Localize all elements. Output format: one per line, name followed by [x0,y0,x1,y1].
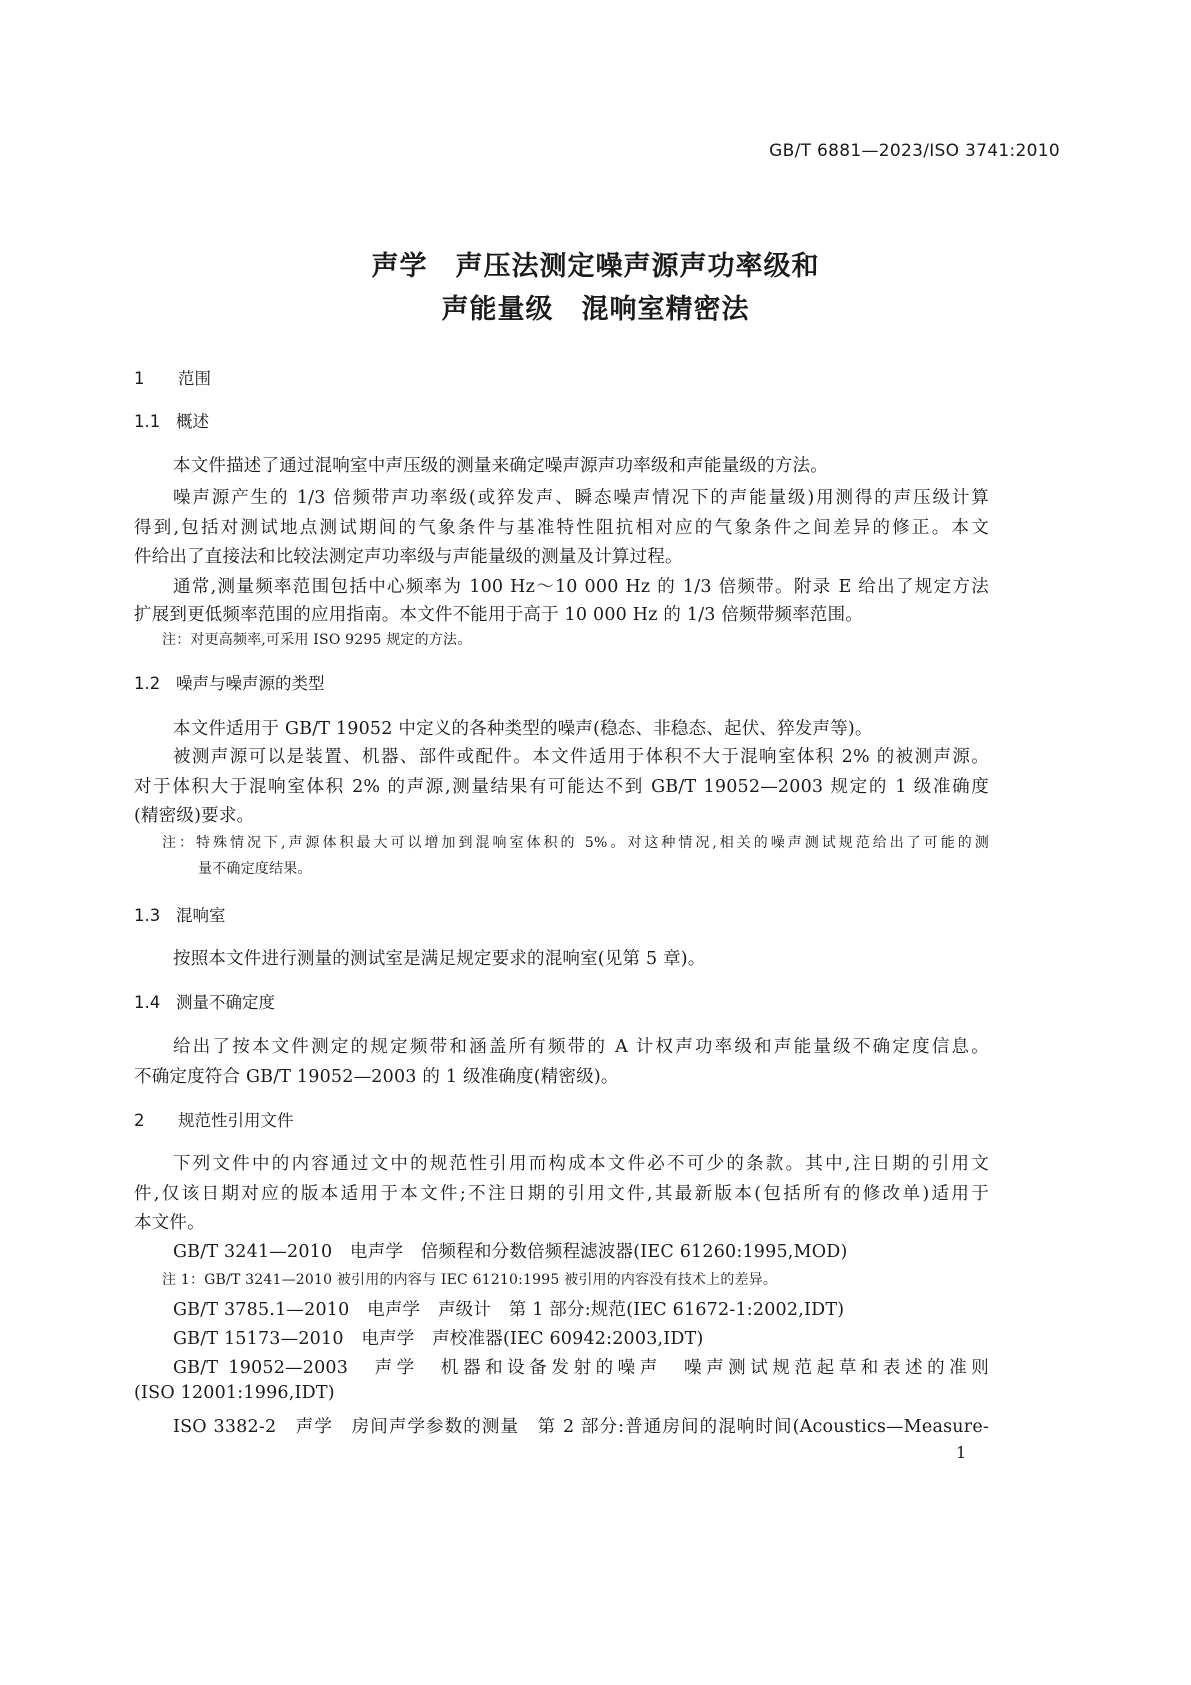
note-line: 量不确定度结果。 [198,861,312,877]
document-title-line-1: 声学 声压法测定噪声源声功率级和 [371,251,820,282]
paragraph-line: 通常,测量频率范围包括中心频率为 100 Hz～10 000 Hz 的 1/3 倍频带。附录 E 给出了规定方法 [173,577,989,597]
reference-item: ISO 3382-2 声学 房间声学参数的测量 第 2 部分:普通房间的混响时间(Acoustics—Measure- [173,1417,989,1437]
section-title: 测量不确定度 [176,993,275,1012]
section-number: 2 [134,1111,145,1130]
section-title: 范围 [178,369,211,388]
paragraph-line: 件,仅该日期对应的版本适用于本文件;不注日期的引用文件,其最新版本(包括所有的修改单)适用于 [134,1184,989,1204]
section-number: 1.4 [134,993,161,1012]
page-number: 1 [956,1443,967,1462]
paragraph-line: 给出了按本文件测定的规定频带和涵盖所有频带的 A 计权声功率级和声能量级不确定度信息。 [173,1037,989,1057]
paragraph-line: 下列文件中的内容通过文中的规范性引用而构成本文件必不可少的条款。其中,注日期的引用文 [173,1154,989,1174]
section-number: 1 [134,369,145,388]
section-1-3-heading [134,902,226,926]
section-1-2-heading [134,670,325,694]
paragraph: 本文件适用于 GB/T 19052 中定义的各种类型的噪声(稳态、非稳态、起伏、猝发声等)。 [173,719,873,739]
section-1-4-heading [134,989,275,1013]
paragraph-line: 不确定度符合 GB/T 19052—2003 的 1 级准确度(精密级)。 [134,1067,619,1087]
reference-item: GB/T 15173—2010 电声学 声校准器(IEC 60942:2003,IDT) [173,1329,704,1349]
standard-number: GB/T 6881—2023/ISO 3741:2010 [769,141,1060,161]
section-title: 规范性引用文件 [178,1111,294,1130]
reference-item: GB/T 3785.1—2010 电声学 声级计 第 1 部分:规范(IEC 61672-1:2002,IDT) [173,1300,845,1320]
section-title: 噪声与噪声源的类型 [176,674,325,693]
section-1-heading [134,365,211,389]
reference-item: GB/T 3241—2010 电声学 倍频程和分数倍频程滤波器(IEC 61260:1995,MOD) [173,1242,848,1262]
paragraph-line: 对于体积大于混响室体积 2% 的声源,测量结果有可能达不到 GB/T 19052—2003 规定的 1 级准确度 [134,777,989,797]
paragraph-line: 件给出了直接法和比较法测定声功率级与声能量级的测量及计算过程。 [134,547,683,567]
reference-item-line: GB/T 19052—2003 声学 机器和设备发射的噪声 噪声测试规范起草和表述的准则 [173,1358,989,1378]
note: 注 1：GB/T 3241—2010 被引用的内容与 IEC 61210:1995 被引用的内容没有技术上的差异。 [162,1272,778,1288]
paragraph-line: 噪声源产生的 1/3 倍频带声功率级(或猝发声、瞬态噪声情况下的声能量级)用测得的声压级计算 [173,488,989,508]
paragraph-line: 本文件。 [134,1213,205,1233]
paragraph: 本文件描述了通过混响室中声压级的测量来确定噪声源声功率级和声能量级的方法。 [173,456,828,476]
note: 注：对更高频率,可采用 ISO 9295 规定的方法。 [162,632,472,648]
section-title: 概述 [176,412,209,431]
paragraph-line: 被测声源可以是装置、机器、部件或配件。本文件适用于体积不大于混响室体积 2% 的被测声源。 [173,747,989,767]
paragraph-line: (精密级)要求。 [134,806,255,826]
document-title-line-2: 声能量级 混响室精密法 [441,294,750,325]
reference-item-line: (ISO 12001:1996,IDT) [134,1383,335,1403]
paragraph-line: 得到,包括对测试地点测试期间的气象条件与基准特性阻抗相对应的气象条件之间差异的修正。本文 [134,518,989,538]
section-number: 1.3 [134,906,161,925]
paragraph: 按照本文件进行测量的测试室是满足规定要求的混响室(见第 5 章)。 [173,949,706,969]
section-1-1-heading [134,408,209,432]
section-2-heading [134,1107,294,1131]
section-number: 1.1 [134,412,161,431]
paragraph-line: 扩展到更低频率范围的应用指南。本文件不能用于高于 10 000 Hz 的 1/3 倍频带频率范围。 [134,605,863,625]
note-line: 注：特殊情况下,声源体积最大可以增加到混响室体积的 5%。对这种情况,相关的噪声测试规范给出了可能的测 [162,835,989,851]
section-title: 混响室 [176,906,226,925]
section-number: 1.2 [134,674,161,693]
